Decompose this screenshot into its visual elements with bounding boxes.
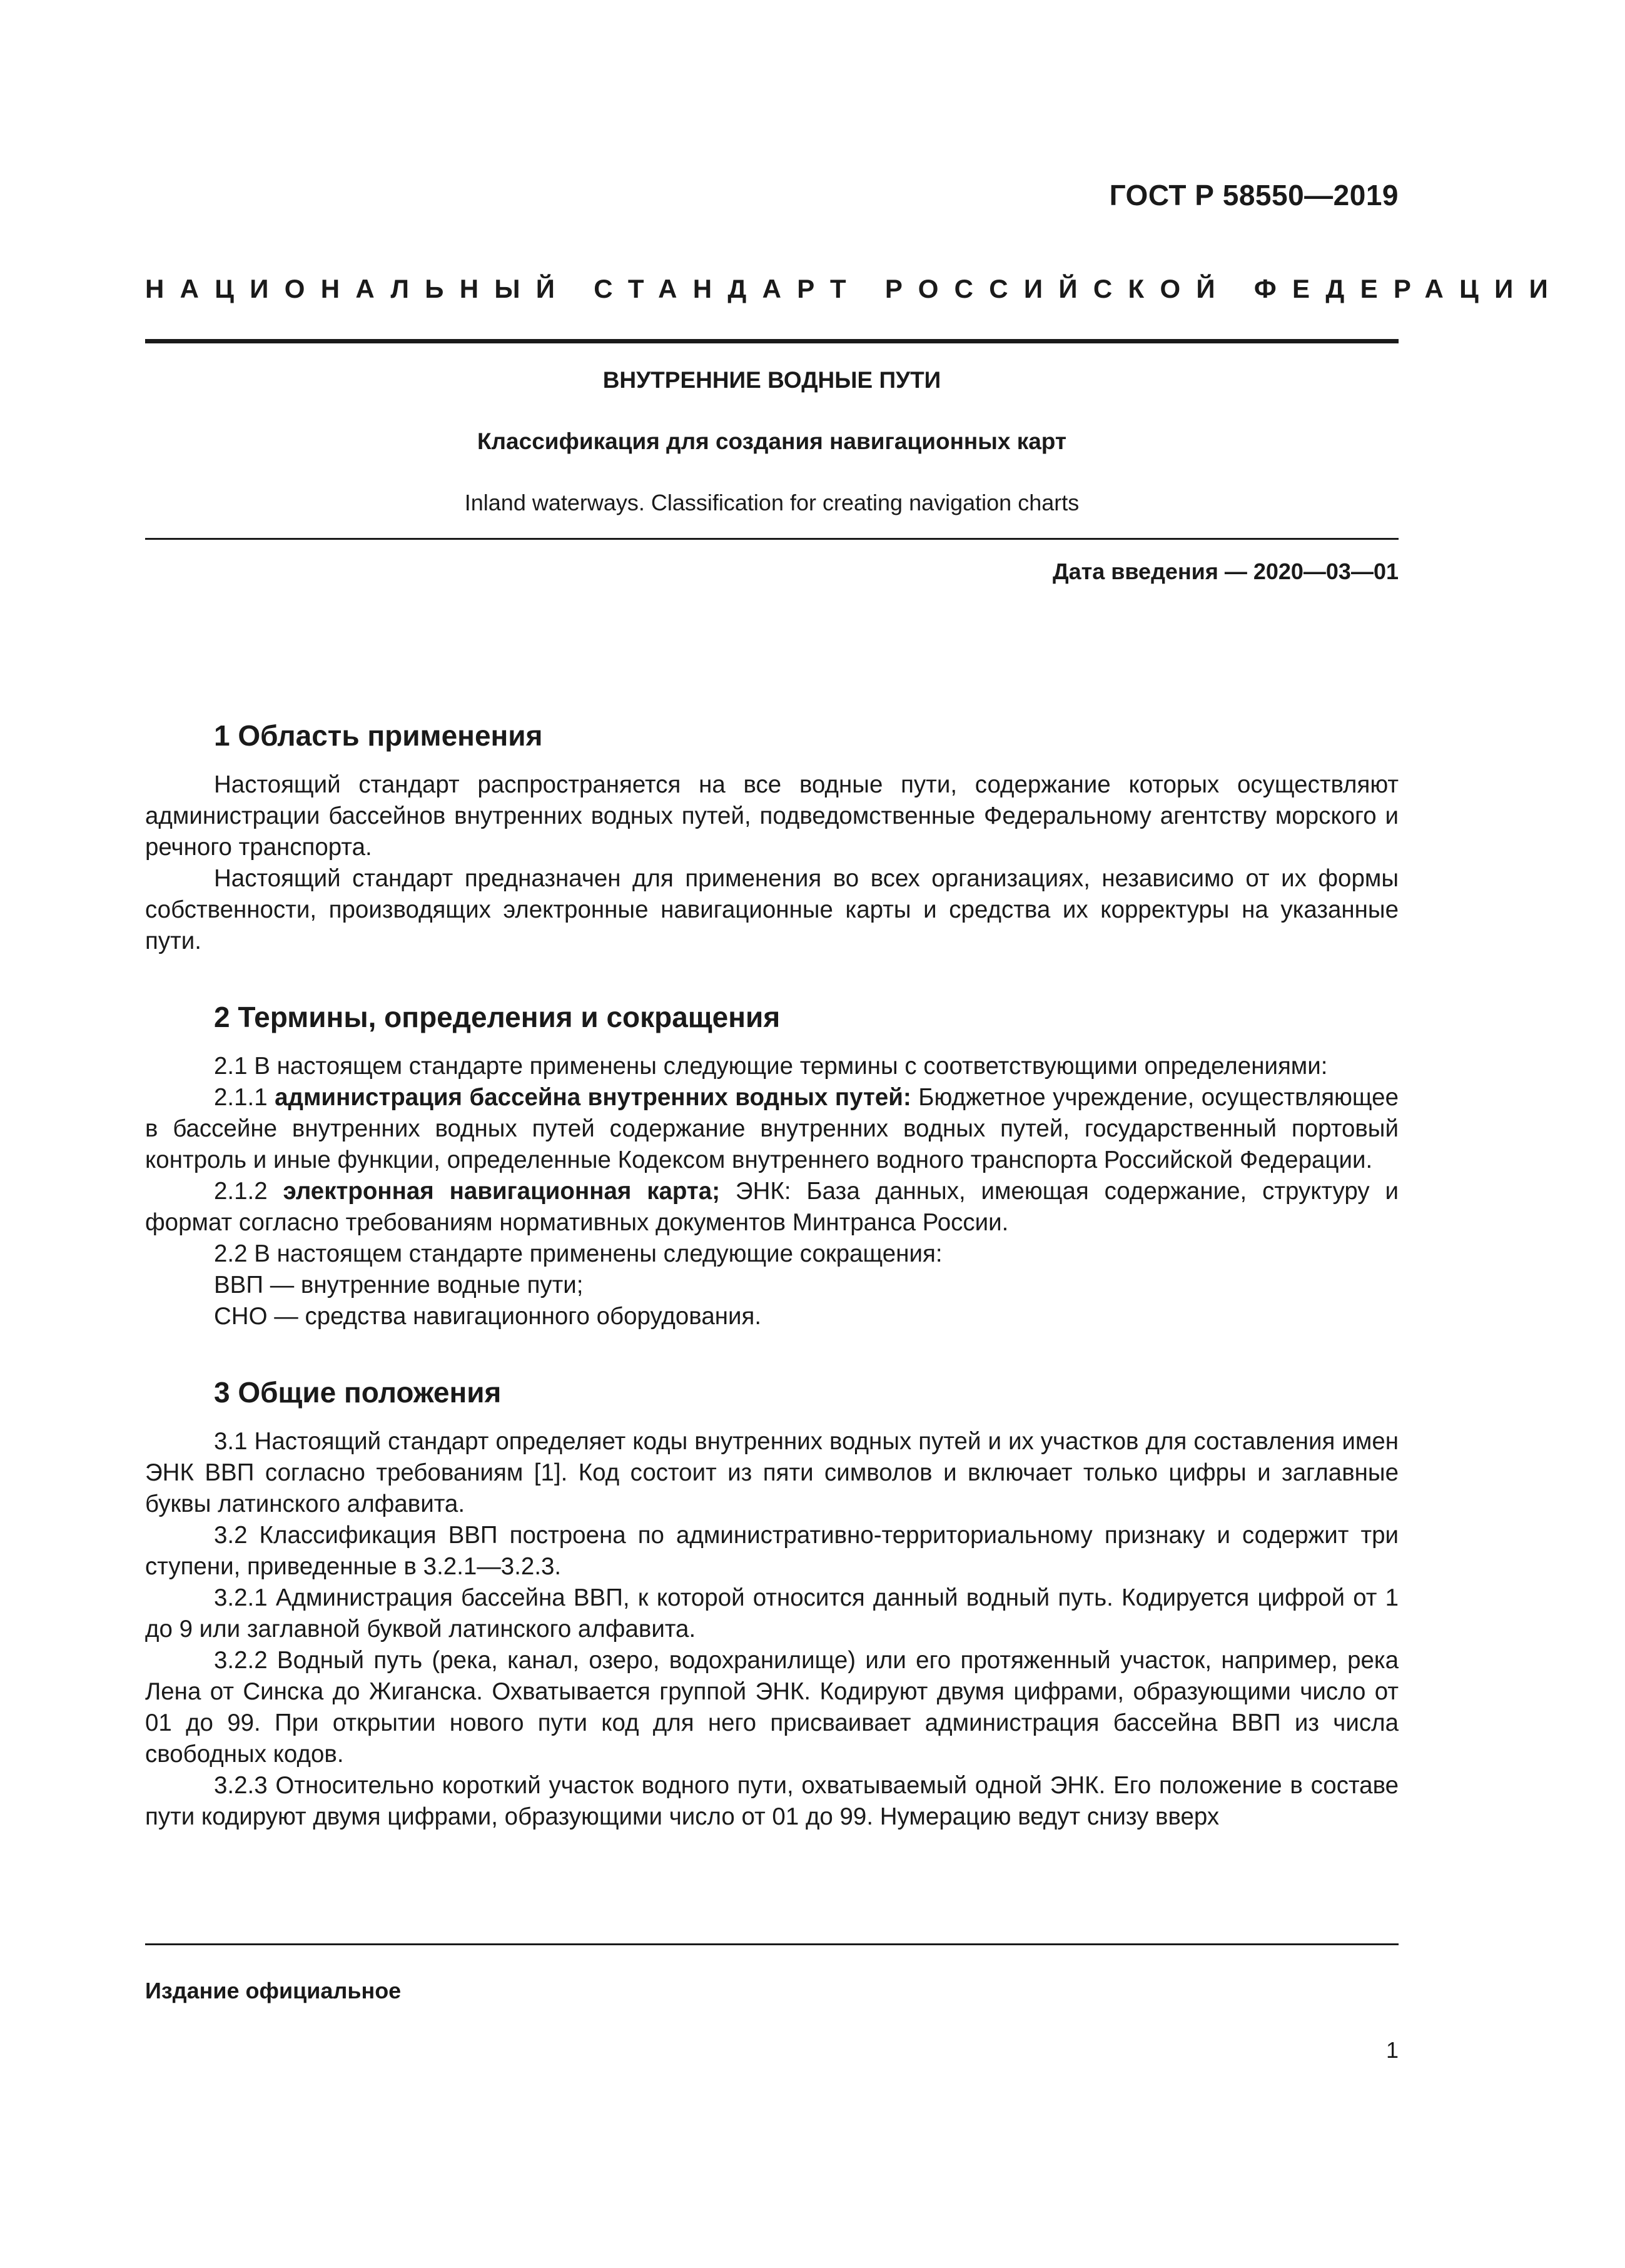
section-1-paragraph-2: Настоящий стандарт предназначен для применения во всех организациях, независимо от их формы собственности, производящих электронные навигационные карты и средства их корректуры на указанные пути. — [145, 865, 1399, 954]
document-body — [145, 718, 1399, 1833]
clause-3-2: 3.2 Классификация ВВП построена по административно-территориальному признаку и содержит три ступени, приведенные в 3.2.1—3.2.3. — [145, 1522, 1399, 1580]
title-rule — [145, 538, 1399, 540]
clause-2-1-2-number: 2.1.2 — [214, 1178, 268, 1205]
clause-2-1: 2.1 В настоящем стандарте применены следующие термины с соответствующими определениями: — [214, 1053, 1328, 1080]
document-title-english: Inland waterways. Classification for creating navigation charts — [464, 490, 1080, 515]
section-3-heading: 3 Общие положения — [214, 1376, 502, 1409]
clause-3-2-3: 3.2.3 Относительно короткий участок водного пути, охватываемый одной ЭНК. Его положение в составе пути кодируют двумя цифрами, образующими число от 01 до 99. Нумерацию ведут снизу вверх — [145, 1772, 1399, 1830]
clause-2-2: 2.2 В настоящем стандарте применены следующие сокращения: — [214, 1240, 943, 1267]
section-2-heading: 2 Термины, определения и сокращения — [214, 1001, 781, 1033]
abbreviation-2: СНО — средства навигационного оборудования. — [214, 1303, 762, 1330]
document-subtitle: Классификация для создания навигационных карт — [477, 428, 1067, 454]
page-number: 1 — [1385, 2037, 1399, 2063]
clause-3-2-2: 3.2.2 Водный путь (река, канал, озеро, водохранилище) или его протяженный участок, например, река Лена от Синска до Жиганска. Охватывается группой ЭНК. Кодируют двумя цифрами, образующими число от 01 до 99. При открытии нового пути код для него присваивает администрация бассейна ВВП из числа свободных кодов. — [145, 1647, 1399, 1768]
footer-rule — [145, 1943, 1399, 1945]
clause-2-1-2-definition: ЭНК: База данных, имеющая содержание, структуру и формат согласно требованиям нормативных документов Минтранса России. — [145, 1178, 1399, 1236]
header-rule — [145, 339, 1399, 343]
clause-2-1-2-term: электронная навигационная карта; — [283, 1178, 721, 1205]
section-1-paragraph-1: Настоящий стандарт распространяется на все водные пути, содержание которых осуществляют администрации бассейнов внутренних водных путей, подведомственные Федеральному агентству морского и речного транспорта. — [145, 771, 1399, 861]
gost-code: ГОСТ Р 58550—2019 — [1109, 179, 1399, 211]
clause-2-1-1-term: администрация бассейна внутренних водных путей: — [275, 1084, 911, 1111]
introduction-date: Дата введения — 2020—03—01 — [1052, 559, 1399, 584]
edition-label: Издание официальное — [145, 1978, 402, 2003]
clause-2-1-1-definition: Бюджетное учреждение, осуществляющее в бассейне внутренних водных путей содержание внутренних водных путей, государственный портовый контроль и иные функции, определенные Кодексом внутреннего водного транспорта Российской Федерации. — [145, 1084, 1399, 1173]
section-1-heading: 1 Область применения — [214, 719, 543, 752]
clause-2-1-1 — [145, 1082, 1399, 1176]
abbreviation-1: ВВП — внутренние водные пути; — [214, 1272, 584, 1299]
clause-2-1-2 — [145, 1176, 1399, 1238]
clause-3-1: 3.1 Настоящий стандарт определяет коды внутренних водных путей и их участков для составления имен ЭНК ВВП согласно требованиям [1]. Код состоит из пяти символов и включает только цифры и заглавные буквы латинского алфавита. — [145, 1428, 1399, 1517]
clause-2-1-1-number: 2.1.1 — [214, 1084, 268, 1111]
standard-type-heading: НАЦИОНАЛЬНЫЙ СТАНДАРТ РОССИЙСКОЙ ФЕДЕРАЦИИ — [145, 274, 1564, 303]
clause-3-2-1: 3.2.1 Администрация бассейна ВВП, к которой относится данный водный путь. Кодируется цифрой от 1 до 9 или заглавной буквой латинского алфавита. — [145, 1584, 1399, 1643]
document-title: ВНУТРЕННИЕ ВОДНЫЕ ПУТИ — [602, 367, 941, 393]
